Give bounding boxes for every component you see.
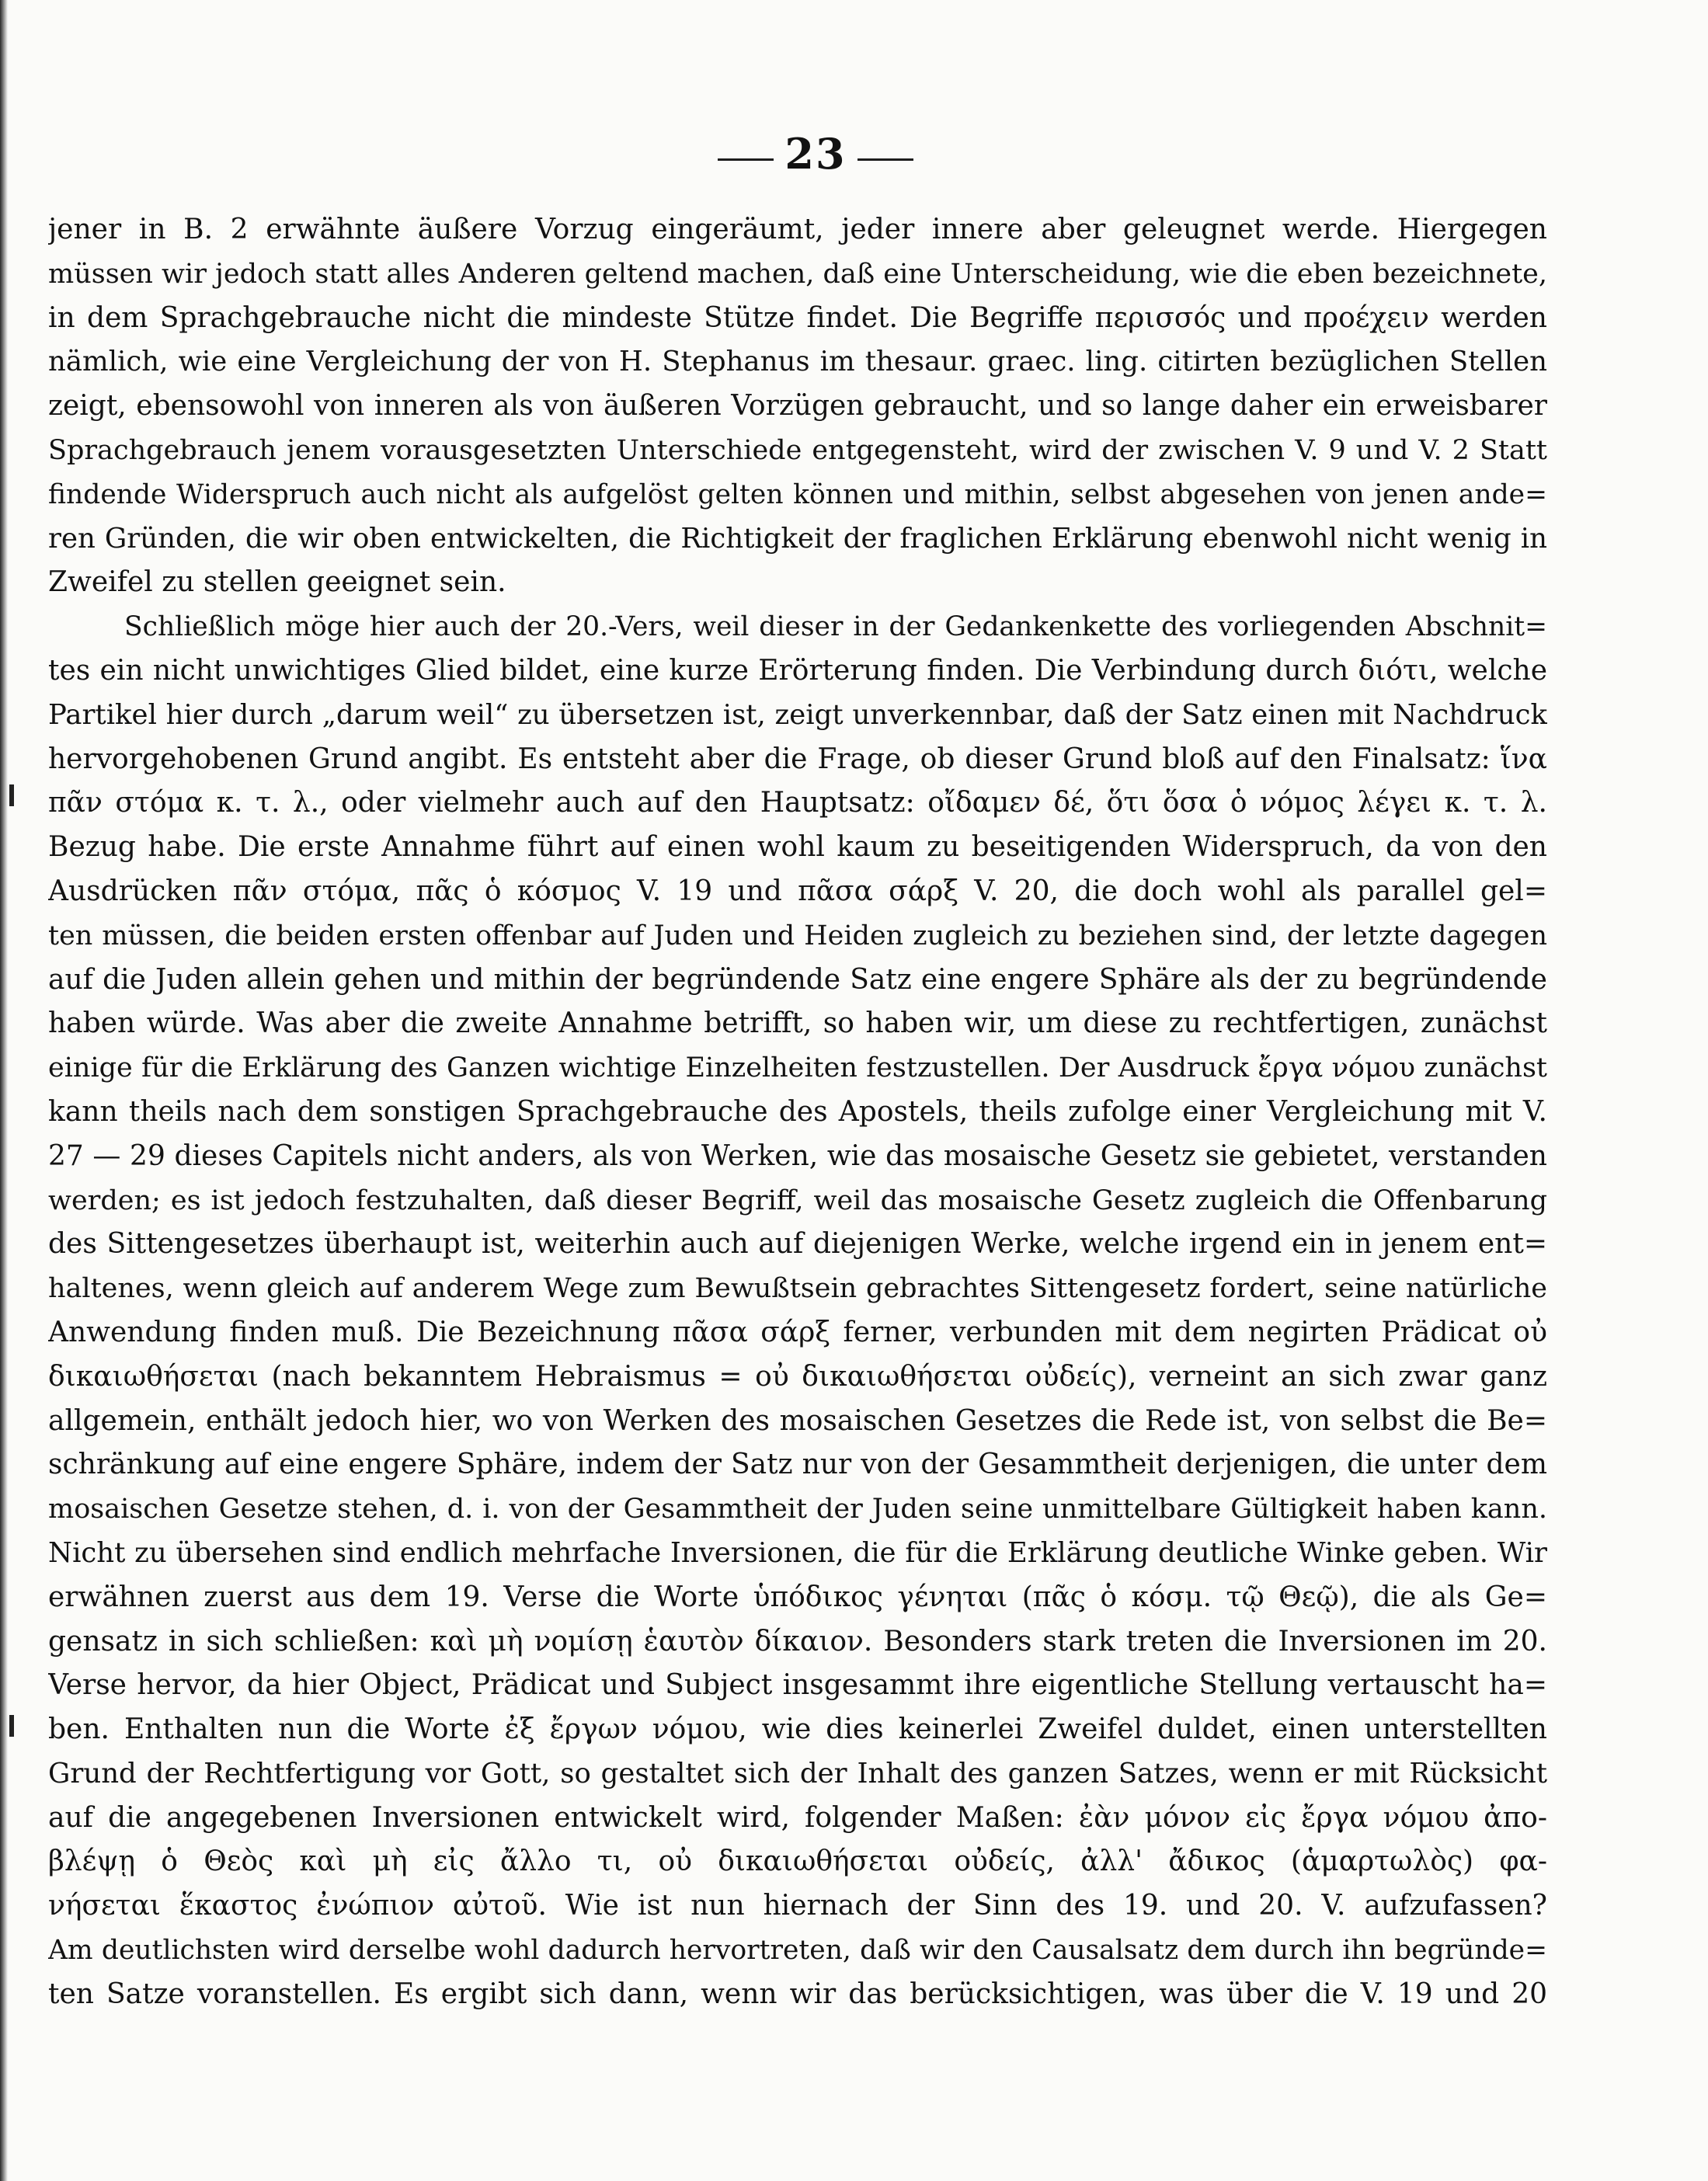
text-line: πᾶν στόμα κ. τ. λ., oder vielmehr auch auf den Hauptsatz: οἴδαμεν δέ, ὅτι ὅσα ὁ νόμος λέγει κ. τ. λ. [48, 787, 1547, 819]
text-line: 27 — 29 dieses Capitels nicht anders, als von Werken, wie das mosaische Gesetz sie gebietet, verstanden [48, 1139, 1547, 1172]
text-line: nämlich, wie eine Vergleichung der von H. Stephanus im thesaur. graec. ling. citirten bezüglichen Stellen [48, 346, 1547, 378]
text-line: gensatz in sich schließen: καὶ μὴ νομίσῃ ἑαυτὸν δίκαιον. Besonders stark treten die Inversionen im 20. [48, 1625, 1547, 1657]
text-line: Nicht zu übersehen sind endlich mehrfache Inversionen, die für die Erklärung deutliche Winke geben. Wir [48, 1536, 1547, 1569]
edge-mark [9, 1715, 14, 1737]
text-line: ten Satze voranstellen. Es ergibt sich dann, wenn wir das berücksichtigen, was über die V. 19 und 20 [48, 1978, 1547, 2010]
header-rule-right [857, 158, 913, 161]
text-line: ren Gründen, die wir oben entwickelten, die Richtigkeit der fraglichen Erklärung ebenwohl nicht wenig in [48, 522, 1547, 555]
text-line: Sprachgebrauch jenem vorausgesetzten Unterschiede entgegensteht, wird der zwischen V. 9 und V. 2 Statt [48, 434, 1547, 466]
text-line: in dem Sprachgebrauche nicht die mindeste Stütze findet. Die Begriffe περισσός und προέχειν werden [48, 301, 1547, 334]
text-line: haltenes, wenn gleich auf anderem Wege zum Bewußtsein gebrachtes Sittengesetz fordert, seine natürliche [48, 1273, 1547, 1305]
text-line: allgemein, enthält jedoch hier, wo von Werken des mosaischen Gesetzes die Rede ist, von selbst die Be= [48, 1404, 1547, 1437]
page-number: 23 [784, 129, 847, 179]
header-rule-left [718, 158, 774, 161]
text-line: findende Widerspruch auch nicht als aufgelöst gelten können und mithin, selbst abgesehen von jenen ande= [48, 478, 1547, 510]
text-line: Verse hervor, da hier Object, Prädicat und Subject insgesammt ihre eigentliche Stellung vertauscht ha= [48, 1669, 1547, 1702]
text-line: einige für die Erklärung des Ganzen wichtige Einzelheiten festzustellen. Der Ausdruck ἔργα νόμου zunächst [48, 1052, 1547, 1084]
paragraph-end-line: Zweifel zu stellen geeignet sein. [48, 566, 506, 599]
text-line: auf die angegebenen Inversionen entwickelt wird, folgender Maßen: ἐὰν μόνον εἰς ἔργα νόμου ἀπο- [48, 1801, 1547, 1834]
text-line: des Sittengesetzes überhaupt ist, weiterhin auch auf diejenigen Werke, welche irgend ein in jenem ent= [48, 1228, 1547, 1261]
text-line: jener in B. 2 erwähnte äußere Vorzug eingeräumt, jeder innere aber geleugnet werde. Hiergegen [48, 214, 1547, 245]
text-line: ten müssen, die beiden ersten offenbar auf Juden und Heiden zugleich zu beziehen sind, der letzte dagegen [48, 920, 1547, 951]
text-line: Anwendung finden muß. Die Bezeichnung πᾶσα σάρξ ferner, verbunden mit dem negirten Prädicat οὐ [48, 1316, 1547, 1348]
text-line: tes ein nicht unwichtiges Glied bildet, eine kurze Erörterung finden. Die Verbindung durch διότι, welche [48, 654, 1547, 687]
text-line: erwähnen zuerst aus dem 19. Verse die Worte ὑπόδικος γένηται (πᾶς ὁ κόσμ. τῷ Θεῷ), die als Ge= [48, 1581, 1547, 1613]
text-line: ben. Enthalten nun die Worte ἐξ ἔργων νόμου, wie dies keinerlei Zweifel duldet, einen unterstellten [48, 1713, 1547, 1746]
text-line: kann theils nach dem sonstigen Sprachgebrauche des Apostels, theils zufolge einer Vergleichung mit V. [48, 1095, 1547, 1128]
text-line: auf die Juden allein gehen und mithin der begründende Satz eine engere Sphäre als der zu begründende [48, 963, 1547, 996]
text-line: haben würde. Was aber die zweite Annahme betrifft, so haben wir, um diese zu rechtfertigen, zunächst [48, 1007, 1547, 1040]
text-line: müssen wir jedoch statt alles Anderen geltend machen, daß eine Unterscheidung, wie die eben bezeichnete, [48, 258, 1547, 290]
text-line: Ausdrücken πᾶν στόμα, πᾶς ὁ κόσμος V. 19 und πᾶσα σάρξ V. 20, die doch wohl als parallel gel= [48, 875, 1547, 907]
text-line: schränkung auf eine engere Sphäre, indem der Satz nur von der Gesammtheit derjenigen, die unter dem [48, 1449, 1547, 1481]
body-text [48, 208, 1547, 2017]
paragraph-start-line: Schließlich möge hier auch der 20.-Vers, weil dieser in der Gedankenkette des vorliegenden Abschnit= [124, 611, 1547, 643]
binding-edge-shadow [0, 0, 8, 2181]
text-line: mosaischen Gesetze stehen, d. i. von der Gesammtheit der Juden seine unmittelbare Gültigkeit haben kann. [48, 1494, 1547, 1525]
text-line: δικαιωθήσεται (nach bekanntem Hebraismus = οὐ δικαιωθήσεται οὐδείς), verneint an sich zwar ganz [48, 1360, 1547, 1393]
text-line: Partikel hier durch „darum weil“ zu übersetzen ist, zeigt unverkennbar, daß der Satz einen mit Nachdruck [48, 698, 1547, 731]
text-line: Bezug habe. Die erste Annahme führt auf einen wohl kaum zu beseitigenden Widerspruch, da von den [48, 831, 1547, 864]
text-line: Am deutlichsten wird derselbe wohl dadurch hervortreten, daß wir den Causalsatz dem durch ihn begründe= [48, 1935, 1547, 1967]
text-line: βλέψῃ ὁ Θεὸς καὶ μὴ εἰς ἄλλο τι, οὐ δικαιωθήσεται οὐδείς, ἀλλ' ἄδικος (ἁμαρτωλὸς) φα- [48, 1845, 1547, 1878]
text-line: werden; es ist jedoch festzuhalten, daß dieser Begriff, weil das mosaische Gesetz zugleich die Offenbarung [48, 1184, 1547, 1216]
edge-mark [9, 784, 14, 806]
text-line: Grund der Rechtfertigung vor Gott, so gestaltet sich der Inhalt des ganzen Satzes, wenn er mit Rücksicht [48, 1757, 1547, 1790]
text-line: zeigt, ebensowohl von inneren als von äußeren Vorzügen gebraucht, und so lange daher ein erweisbarer [48, 390, 1547, 423]
text-line: hervorgehobenen Grund angibt. Es entsteht aber die Frage, ob dieser Grund bloß auf den Finalsatz: ἵνα [48, 743, 1547, 775]
page-header [699, 130, 932, 177]
text-line: νήσεται ἕκαστος ἐνώπιον αὐτοῦ. Wie ist nun hiernach der Sinn des 19. und 20. V. aufzufassen? [48, 1890, 1547, 1922]
